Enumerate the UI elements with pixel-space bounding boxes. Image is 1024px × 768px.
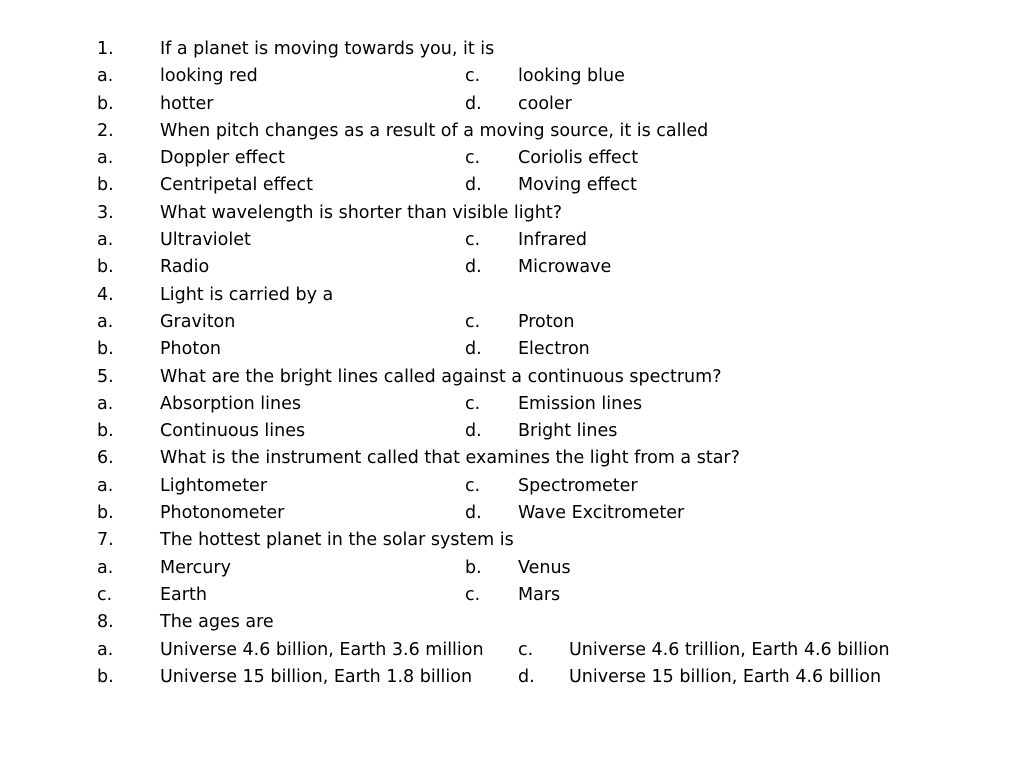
question-text: Light is carried by a <box>160 284 334 305</box>
answer-option: Coriolis effect <box>518 148 639 169</box>
answer-row <box>0 63 1024 90</box>
answer-row <box>0 145 1024 172</box>
question-number: 7. <box>97 530 114 551</box>
question-row <box>0 118 1024 145</box>
answer-marker: a. <box>97 639 114 660</box>
answer-marker: b. <box>97 339 114 360</box>
answer-marker: c. <box>465 311 481 332</box>
answer-marker: a. <box>97 475 114 496</box>
answer-option: Doppler effect <box>160 148 285 169</box>
answer-option: looking blue <box>518 66 625 87</box>
answer-marker: a. <box>97 393 114 414</box>
answer-marker: a. <box>97 557 114 578</box>
question-number: 5. <box>97 366 114 387</box>
answer-marker: d. <box>518 666 535 687</box>
question-row <box>0 445 1024 472</box>
answer-option: Emission lines <box>518 393 643 414</box>
answer-option: Wave Excitrometer <box>518 503 685 524</box>
answer-marker: d. <box>465 175 482 196</box>
answer-marker: b. <box>97 503 114 524</box>
question-number: 3. <box>97 202 114 223</box>
answer-option: cooler <box>518 93 572 114</box>
answer-option: Mercury <box>160 557 231 578</box>
answer-row <box>0 336 1024 363</box>
question-number: 8. <box>97 612 114 633</box>
answer-row <box>0 254 1024 281</box>
question-text: The ages are <box>160 612 274 633</box>
answer-option: Absorption lines <box>160 393 301 414</box>
answer-option: Proton <box>518 311 575 332</box>
answer-row <box>0 637 1024 664</box>
answer-option: Mars <box>518 584 561 605</box>
answer-row <box>0 309 1024 336</box>
answer-option: Earth <box>160 584 207 605</box>
answer-row <box>0 582 1024 609</box>
answer-option: Electron <box>518 339 590 360</box>
answer-option: Universe 15 billion, Earth 1.8 billion <box>160 666 473 687</box>
answer-row <box>0 664 1024 691</box>
answer-row <box>0 500 1024 527</box>
answer-option: Universe 15 billion, Earth 4.6 billion <box>569 666 882 687</box>
question-text: What are the bright lines called against a continuous spectrum? <box>160 366 722 387</box>
quiz-list <box>0 36 1024 691</box>
answer-option: Radio <box>160 257 210 278</box>
answer-marker: a. <box>97 148 114 169</box>
answer-marker: d. <box>465 421 482 442</box>
answer-marker: c. <box>465 475 481 496</box>
answer-marker: b. <box>465 557 482 578</box>
question-text: The hottest planet in the solar system is <box>160 530 514 551</box>
question-row <box>0 36 1024 63</box>
answer-marker: b. <box>97 93 114 114</box>
answer-option: Graviton <box>160 311 236 332</box>
answer-option: Universe 4.6 billion, Earth 3.6 million <box>160 639 484 660</box>
answer-row <box>0 418 1024 445</box>
answer-row <box>0 227 1024 254</box>
answer-row <box>0 172 1024 199</box>
answer-marker: d. <box>465 93 482 114</box>
question-row <box>0 609 1024 636</box>
answer-option: looking red <box>160 66 258 87</box>
answer-marker: c. <box>465 148 481 169</box>
question-row <box>0 200 1024 227</box>
answer-option: hotter <box>160 93 214 114</box>
answer-marker: a. <box>97 66 114 87</box>
answer-option: Venus <box>518 557 571 578</box>
answer-marker: b. <box>97 257 114 278</box>
answer-option: Microwave <box>518 257 612 278</box>
question-text: When pitch changes as a result of a moving source, it is called <box>160 120 709 141</box>
answer-marker: d. <box>465 503 482 524</box>
question-number: 4. <box>97 284 114 305</box>
answer-option: Bright lines <box>518 421 618 442</box>
answer-option: Continuous lines <box>160 421 306 442</box>
question-row <box>0 527 1024 554</box>
answer-marker: c. <box>465 230 481 251</box>
answer-marker: b. <box>97 175 114 196</box>
question-number: 6. <box>97 448 114 469</box>
question-number: 1. <box>97 39 114 59</box>
question-text: What wavelength is shorter than visible light? <box>160 202 562 223</box>
answer-row <box>0 473 1024 500</box>
answer-option: Spectrometer <box>518 475 638 496</box>
answer-marker: c. <box>465 584 481 605</box>
answer-option: Lightometer <box>160 475 268 496</box>
answer-marker: d. <box>465 257 482 278</box>
answer-option: Moving effect <box>518 175 637 196</box>
answer-row <box>0 555 1024 582</box>
answer-marker: c. <box>465 66 481 87</box>
question-row <box>0 364 1024 391</box>
question-text: What is the instrument called that examines the light from a star? <box>160 448 740 469</box>
answer-option: Centripetal effect <box>160 175 313 196</box>
answer-marker: c. <box>465 393 481 414</box>
question-text: If a planet is moving towards you, it is <box>160 39 495 59</box>
answer-marker: c. <box>97 584 113 605</box>
answer-marker: a. <box>97 311 114 332</box>
question-number: 2. <box>97 120 114 141</box>
answer-option: Infrared <box>518 230 588 251</box>
question-row <box>0 282 1024 309</box>
answer-option: Photon <box>160 339 222 360</box>
answer-option: Universe 4.6 trillion, Earth 4.6 billion <box>569 639 890 660</box>
answer-marker: c. <box>518 639 534 660</box>
answer-marker: b. <box>97 421 114 442</box>
answer-marker: d. <box>465 339 482 360</box>
answer-option: Photonometer <box>160 503 285 524</box>
answer-row <box>0 91 1024 118</box>
answer-marker: b. <box>97 666 114 687</box>
answer-marker: a. <box>97 230 114 251</box>
answer-option: Ultraviolet <box>160 230 251 251</box>
answer-row <box>0 391 1024 418</box>
